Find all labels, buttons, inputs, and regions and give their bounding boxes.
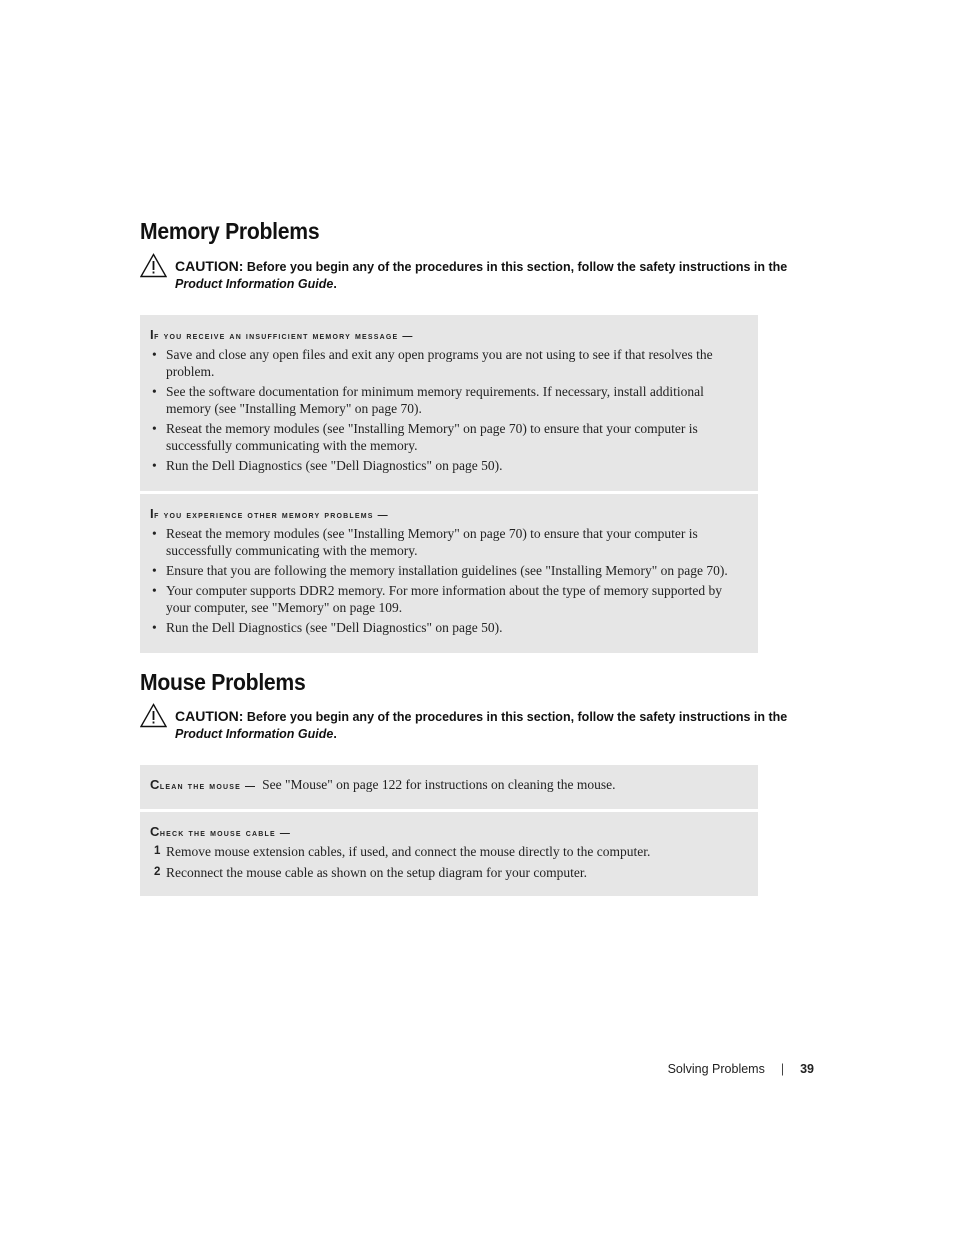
other-memory-problems-list	[152, 525, 750, 639]
mouse-caution-notice	[140, 708, 808, 743]
footer-section-name: Solving Problems	[667, 1062, 765, 1076]
list-item: • Save and close any open files and exit any open programs you are not using to see if that resolves the problem.	[152, 347, 713, 379]
caution-label: CAUTION:	[175, 708, 244, 724]
caution-guide-title: Product Information Guide	[175, 277, 334, 291]
caution-end: .	[333, 727, 337, 741]
memory-problems-heading: Memory Problems	[140, 218, 320, 244]
caution-end: .	[333, 277, 337, 291]
insufficient-memory-title: If you receive an insufficient memory message —	[150, 327, 414, 342]
mouse-problems-heading: Mouse Problems	[140, 669, 306, 695]
caution-guide-title: Product Information Guide	[175, 727, 334, 741]
list-item: 1 Remove mouse extension cables, if used, and connect the mouse directly to the computer.	[154, 844, 651, 859]
list-item: • Your computer supports DDR2 memory. For more information about the type of memory supported by your computer, see "Memory" on page 109.	[152, 583, 723, 615]
other-memory-problems-title: If you experience other memory problems —	[150, 506, 389, 521]
check-mouse-cable-title: Check the mouse cable —	[150, 824, 292, 839]
footer-separator: |	[780, 1062, 785, 1076]
clean-mouse-title: Clean the mouse — See "Mouse" on page 122 for instructions on cleaning the mouse.	[150, 777, 616, 792]
insufficient-memory-box	[140, 315, 758, 491]
list-item: • See the software documentation for minimum memory requirements. If necessary, install additional memory (see "Installing Memory" on page 70).	[152, 384, 704, 416]
warning-triangle-icon	[140, 253, 167, 278]
list-item: • Reseat the memory modules (see "Installing Memory" on page 70) to ensure that your computer is successfully communicating with the memory.	[152, 421, 698, 453]
caution-text: Before you begin any of the procedures in this section, follow the safety instructions in the	[243, 260, 788, 274]
list-item: • Run the Dell Diagnostics (see "Dell Diagnostics" on page 50).	[152, 458, 503, 473]
check-mouse-cable-box	[140, 812, 758, 896]
clean-mouse-box	[140, 765, 758, 809]
warning-triangle-icon	[140, 703, 167, 728]
page-footer	[668, 1062, 814, 1076]
clean-mouse-description: See "Mouse" on page 122 for instructions on cleaning the mouse.	[262, 777, 616, 792]
list-item: 2 Reconnect the mouse cable as shown on the setup diagram for your computer.	[154, 865, 588, 880]
check-mouse-cable-steps	[154, 843, 750, 885]
list-item: • Run the Dell Diagnostics (see "Dell Diagnostics" on page 50).	[152, 620, 503, 635]
memory-caution-notice	[140, 258, 808, 293]
list-item: • Reseat the memory modules (see "Installing Memory" on page 70) to ensure that your computer is successfully communicating with the memory.	[152, 526, 698, 558]
list-item: • Ensure that you are following the memory installation guidelines (see "Installing Memory" on page 70).	[152, 563, 728, 578]
caution-label: CAUTION:	[175, 258, 244, 274]
page-number: 39	[800, 1062, 814, 1076]
insufficient-memory-list	[152, 346, 750, 477]
other-memory-problems-box	[140, 494, 758, 653]
caution-text: Before you begin any of the procedures in this section, follow the safety instructions in the	[243, 710, 788, 724]
